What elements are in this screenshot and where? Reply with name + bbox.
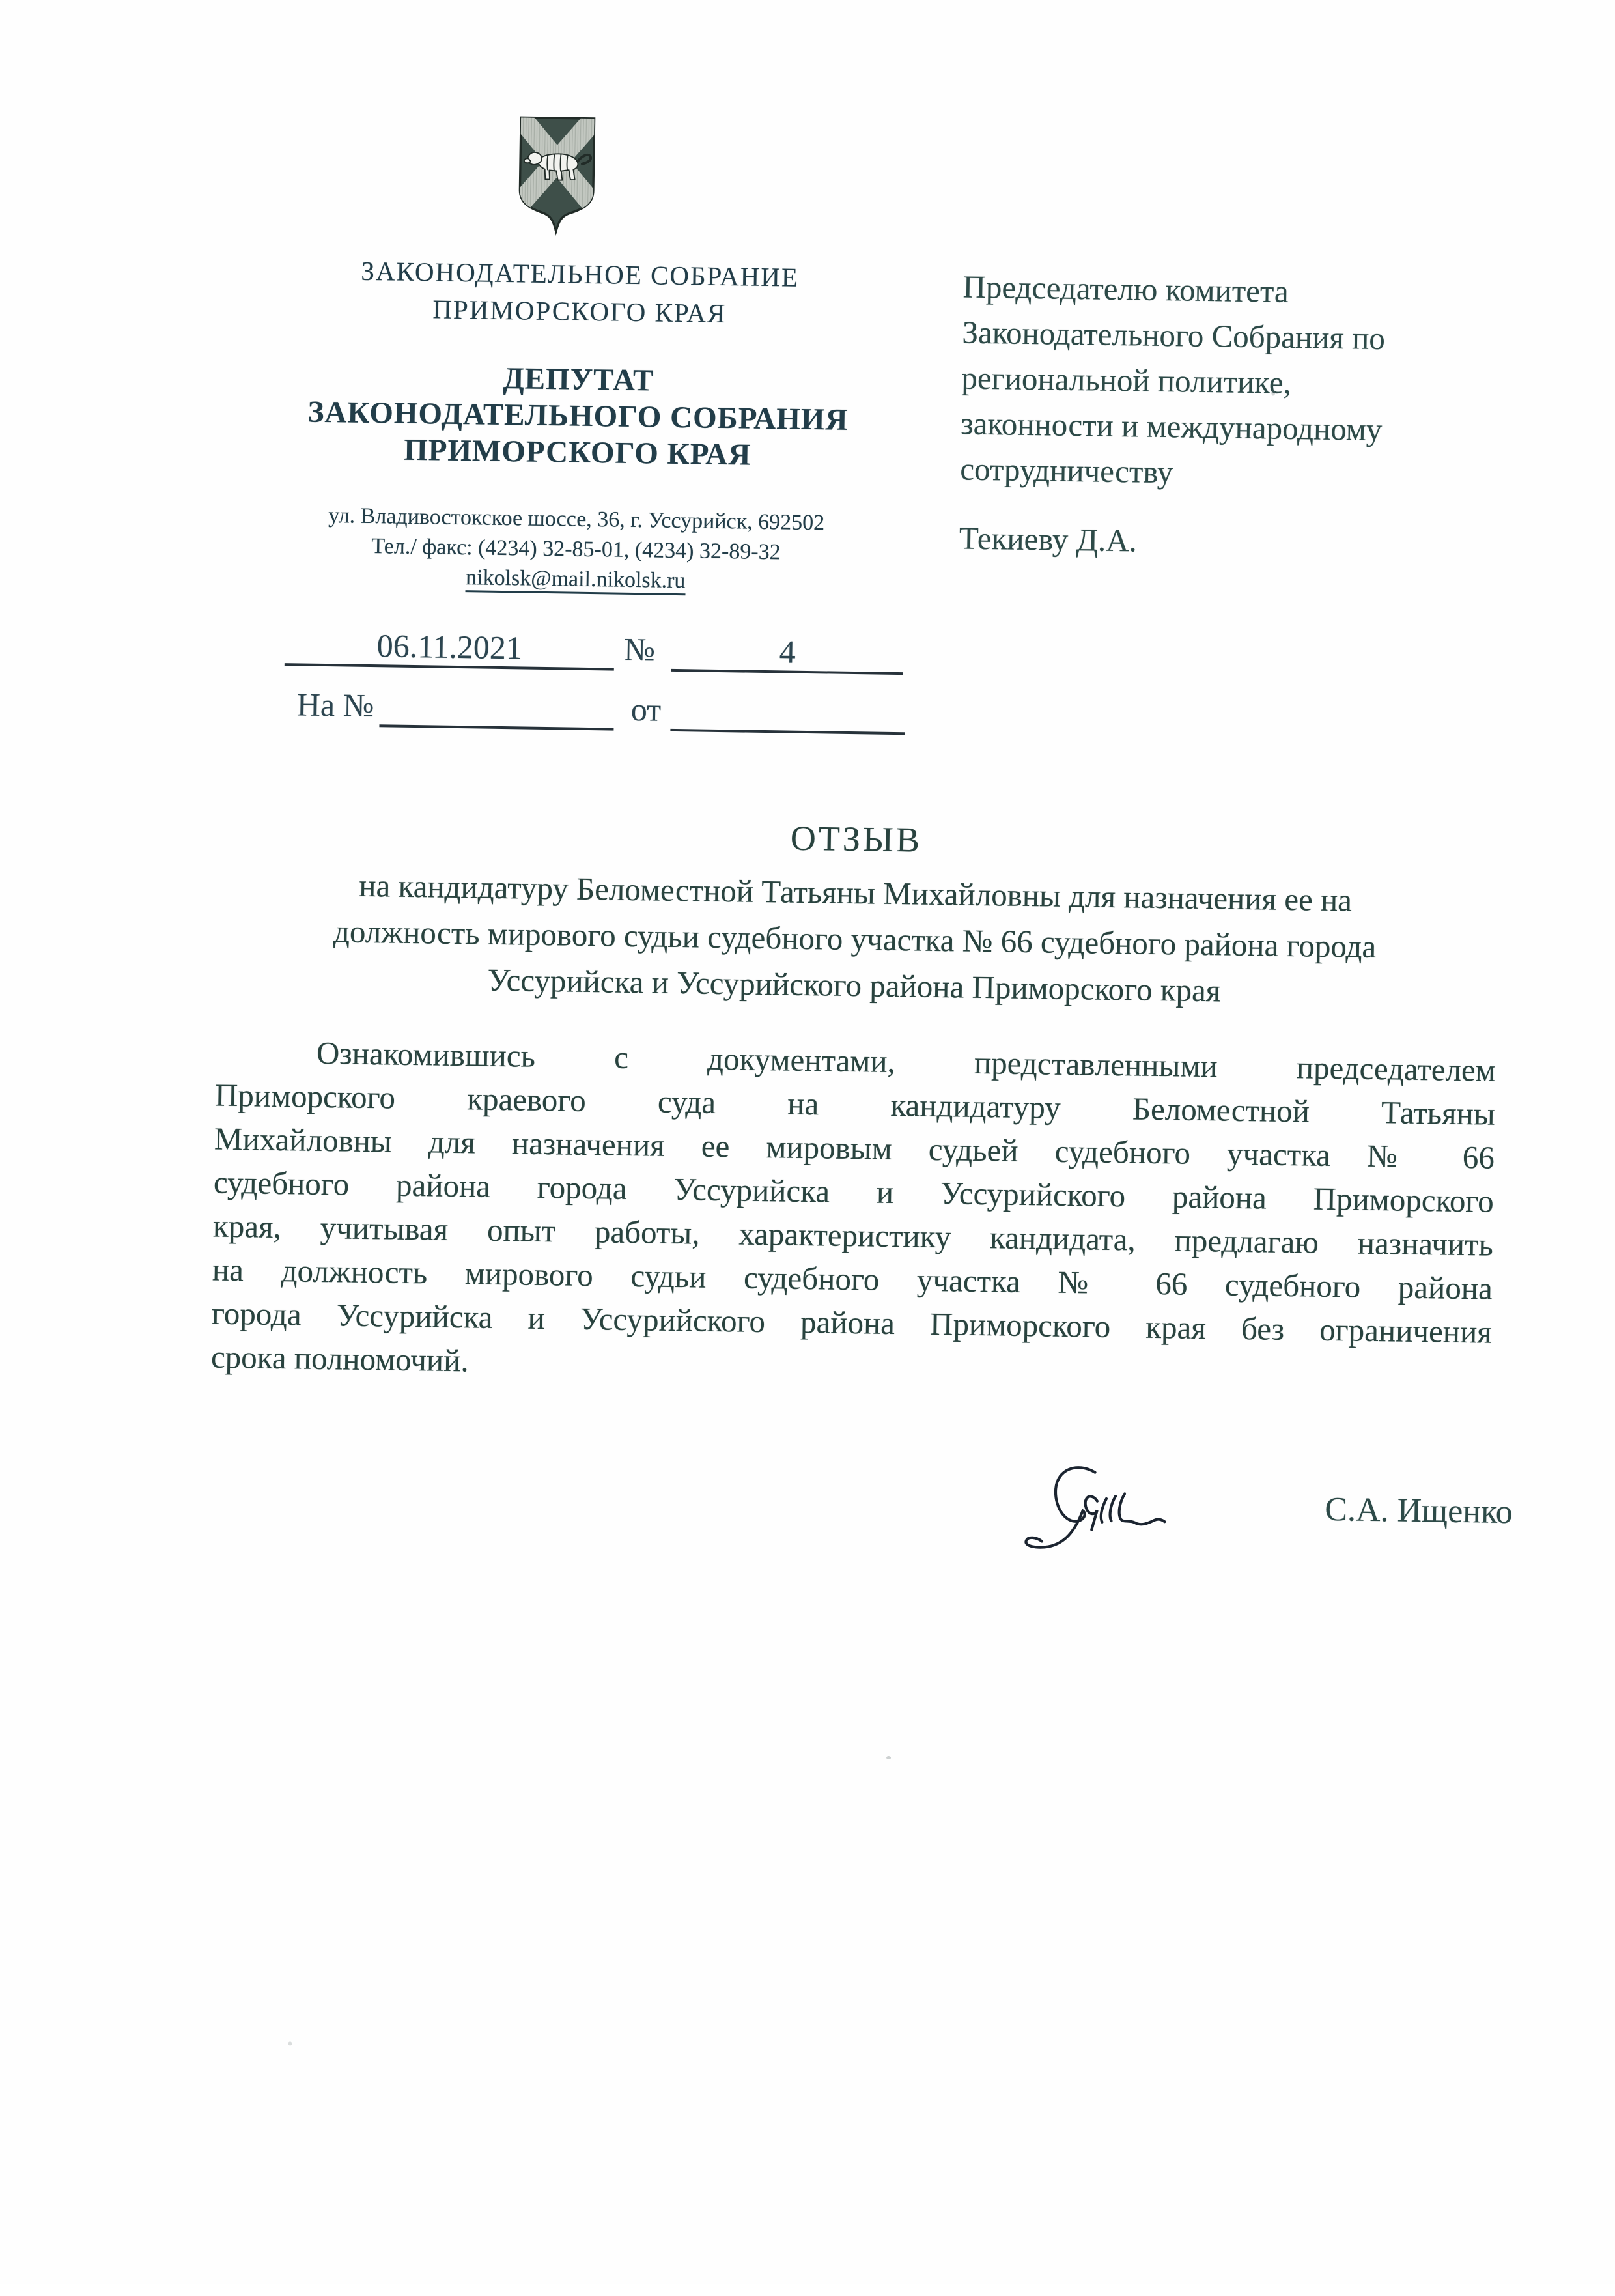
letterhead-organization (241, 251, 920, 335)
body-line-1: Ознакомившись с документами, представленными председателем (316, 1034, 1496, 1088)
addressee-block (959, 264, 1523, 569)
addressee-line-2: Законодательного Собрания по (962, 314, 1386, 357)
subtitle-line-3: Уссурийска и Уссурийского района Приморского края (487, 961, 1221, 1009)
letterhead-address: ул. Владивостокское шоссе, 36, г. Уссурийск, 692502 (328, 503, 825, 535)
signatory-name: С.А. Ищенко (1324, 1490, 1513, 1531)
letterhead-phone: Тел./ факс: (4234) 32-85-01, (4234) 32-89-32 (371, 534, 781, 565)
ref-number: 4 (779, 633, 796, 670)
letterhead-contacts (237, 500, 916, 599)
addressee-line-4: законности и международному (961, 405, 1383, 448)
letterhead-email: nikolsk@mail.nikolsk.ru (466, 565, 686, 595)
addressee-line-3: региональной политике, (961, 360, 1292, 401)
ref-date: 06.11.2021 (376, 627, 523, 666)
role-line-1: ДЕПУТАТ (503, 361, 654, 398)
subtitle-line-2: должность мирового судьи судебного участка № 66 судебного района города (333, 913, 1377, 965)
body-line-5: края, учитывая опыт работы, характеристику кандидата, предлагаю назначить (212, 1208, 1494, 1263)
addressee-line-1: Председателю комитета (962, 268, 1289, 309)
addressee-line-5: сотрудничеству (959, 451, 1173, 490)
letterhead-role (199, 356, 956, 476)
role-line-2: ЗАКОНОДАТЕЛЬНОГО СОБРАНИЯ (307, 395, 849, 437)
role-line-3: ПРИМОРСКОГО КРАЯ (403, 432, 751, 472)
scan-speck (886, 1756, 891, 1759)
body-line-6: на должность мирового судьи судебного участка № 66 судебного района (212, 1251, 1493, 1307)
subtitle-line-1: на кандидатуру Беломестной Татьяны Михайловны для назначения ее на (359, 867, 1353, 918)
body-line-4: судебного района города Уссурийска и Уссурийского района Приморского (213, 1164, 1495, 1219)
body-line-2: Приморского краевого суда на кандидатуру Беломестной Татьяны (214, 1077, 1496, 1132)
scan-speck (288, 2041, 292, 2045)
body-line-8: срока полномочий. (210, 1339, 470, 1379)
primorsky-krai-coat-of-arms-icon (515, 113, 599, 236)
ref-number-field (671, 631, 904, 675)
document-title: ОТЗЫВ (790, 818, 923, 860)
document-subtitle (211, 860, 1498, 1017)
org-line-2: ПРИМОРСКОГО КРАЯ (432, 294, 727, 329)
ref-from-label: от (630, 690, 662, 728)
body-paragraph (211, 1030, 1496, 1398)
ref-reply-label: На № (296, 686, 374, 724)
ref-reply-date-field (670, 691, 905, 735)
addressee-name: Текиеву Д.А. (959, 520, 1138, 559)
body-line-3: Михайловны для назначения ее мировым судьей судебного участка № 66 (214, 1120, 1495, 1176)
org-line-1: ЗАКОНОДАТЕЛЬНОЕ СОБРАНИЕ (361, 255, 800, 292)
ref-number-sign: № (623, 631, 656, 668)
ref-reply-number-field (379, 687, 614, 730)
body-line-7: города Уссурийска и Уссурийского района Приморского края без ограничения (211, 1295, 1493, 1350)
ref-date-field (285, 625, 615, 670)
